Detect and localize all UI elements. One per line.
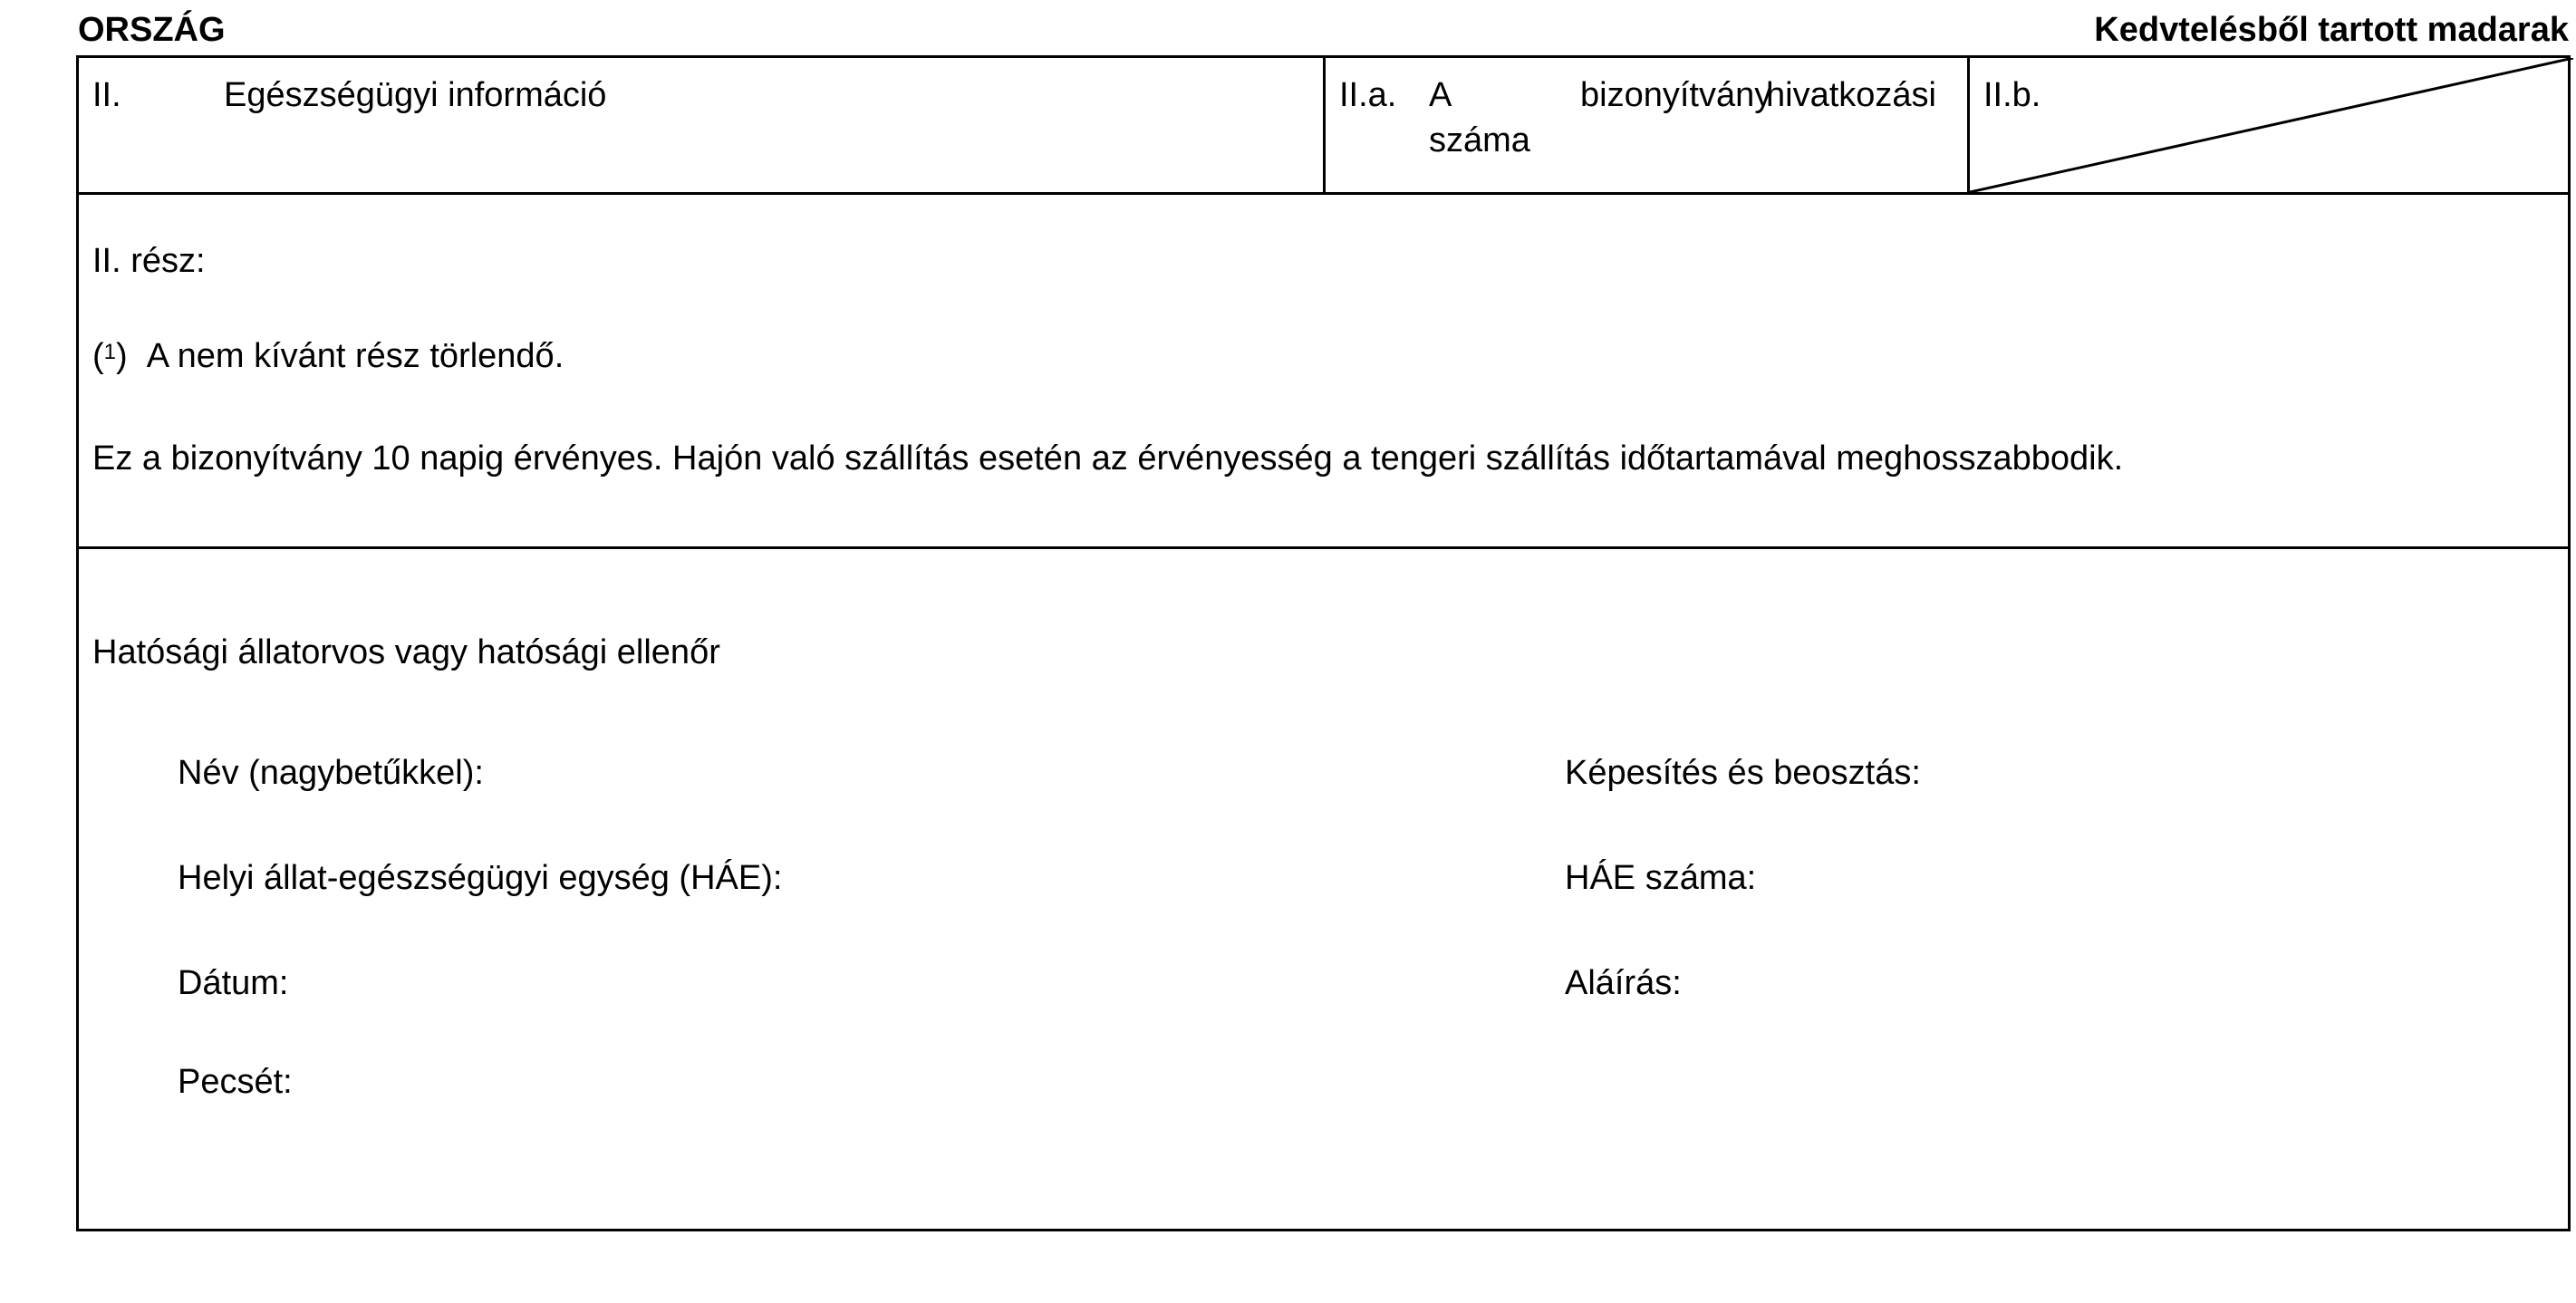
- reference-word-a: A: [1429, 76, 1452, 114]
- part-title: II. rész:: [92, 242, 206, 280]
- qualification-label: Képesítés és beosztás:: [1565, 754, 1921, 792]
- reference-word-number: száma: [1429, 121, 1530, 159]
- iib-label: II.b.: [1983, 76, 2041, 114]
- footnote-text: A nem kívánt rész törlendő.: [146, 337, 564, 375]
- reference-word-certificate: bizonyítvány: [1580, 76, 1772, 114]
- footnote-number: 1: [103, 340, 117, 364]
- footnote: [92, 335, 564, 377]
- part-two-section: [79, 195, 2568, 549]
- signature-label: Aláírás:: [1565, 964, 1682, 1002]
- strike-through-line: [1970, 58, 2573, 192]
- section-number: II.: [92, 76, 121, 114]
- local-unit-label: Helyi állat-egészségügyi egység (HÁE):: [178, 859, 783, 897]
- local-unit-number-label: HÁE száma:: [1565, 859, 1757, 897]
- name-label: Név (nagybetűkkel):: [178, 754, 484, 792]
- footnote-open: (: [92, 337, 104, 375]
- reference-cell: [1326, 58, 1970, 192]
- section-cell: [79, 58, 1326, 192]
- signatory-heading: Hatósági állatorvos vagy hatósági ellenőr: [92, 633, 720, 671]
- reference-code: II.a.: [1339, 76, 1397, 114]
- certificate-title: Kedvtelésből tartott madarak: [2094, 11, 2569, 49]
- section-title: Egészségügyi információ: [224, 76, 607, 114]
- reference-word-reference: hivatkozási: [1766, 76, 1936, 114]
- country-heading: ORSZÁG: [78, 11, 226, 49]
- certificate-frame: [76, 55, 2571, 1231]
- iib-cell: [1970, 58, 2573, 192]
- validity-text: Ez a bizonyítvány 10 napig érvényes. Hajón való szállítás esetén az érvényesség a tengeri szállítás időtartamával meghosszabbodik.: [92, 439, 2124, 478]
- date-label: Dátum:: [178, 964, 289, 1002]
- footnote-close: ): [116, 337, 128, 375]
- stamp-label: Pecsét:: [178, 1063, 293, 1101]
- signatory-section: [79, 549, 2568, 1229]
- top-row: [79, 58, 2568, 195]
